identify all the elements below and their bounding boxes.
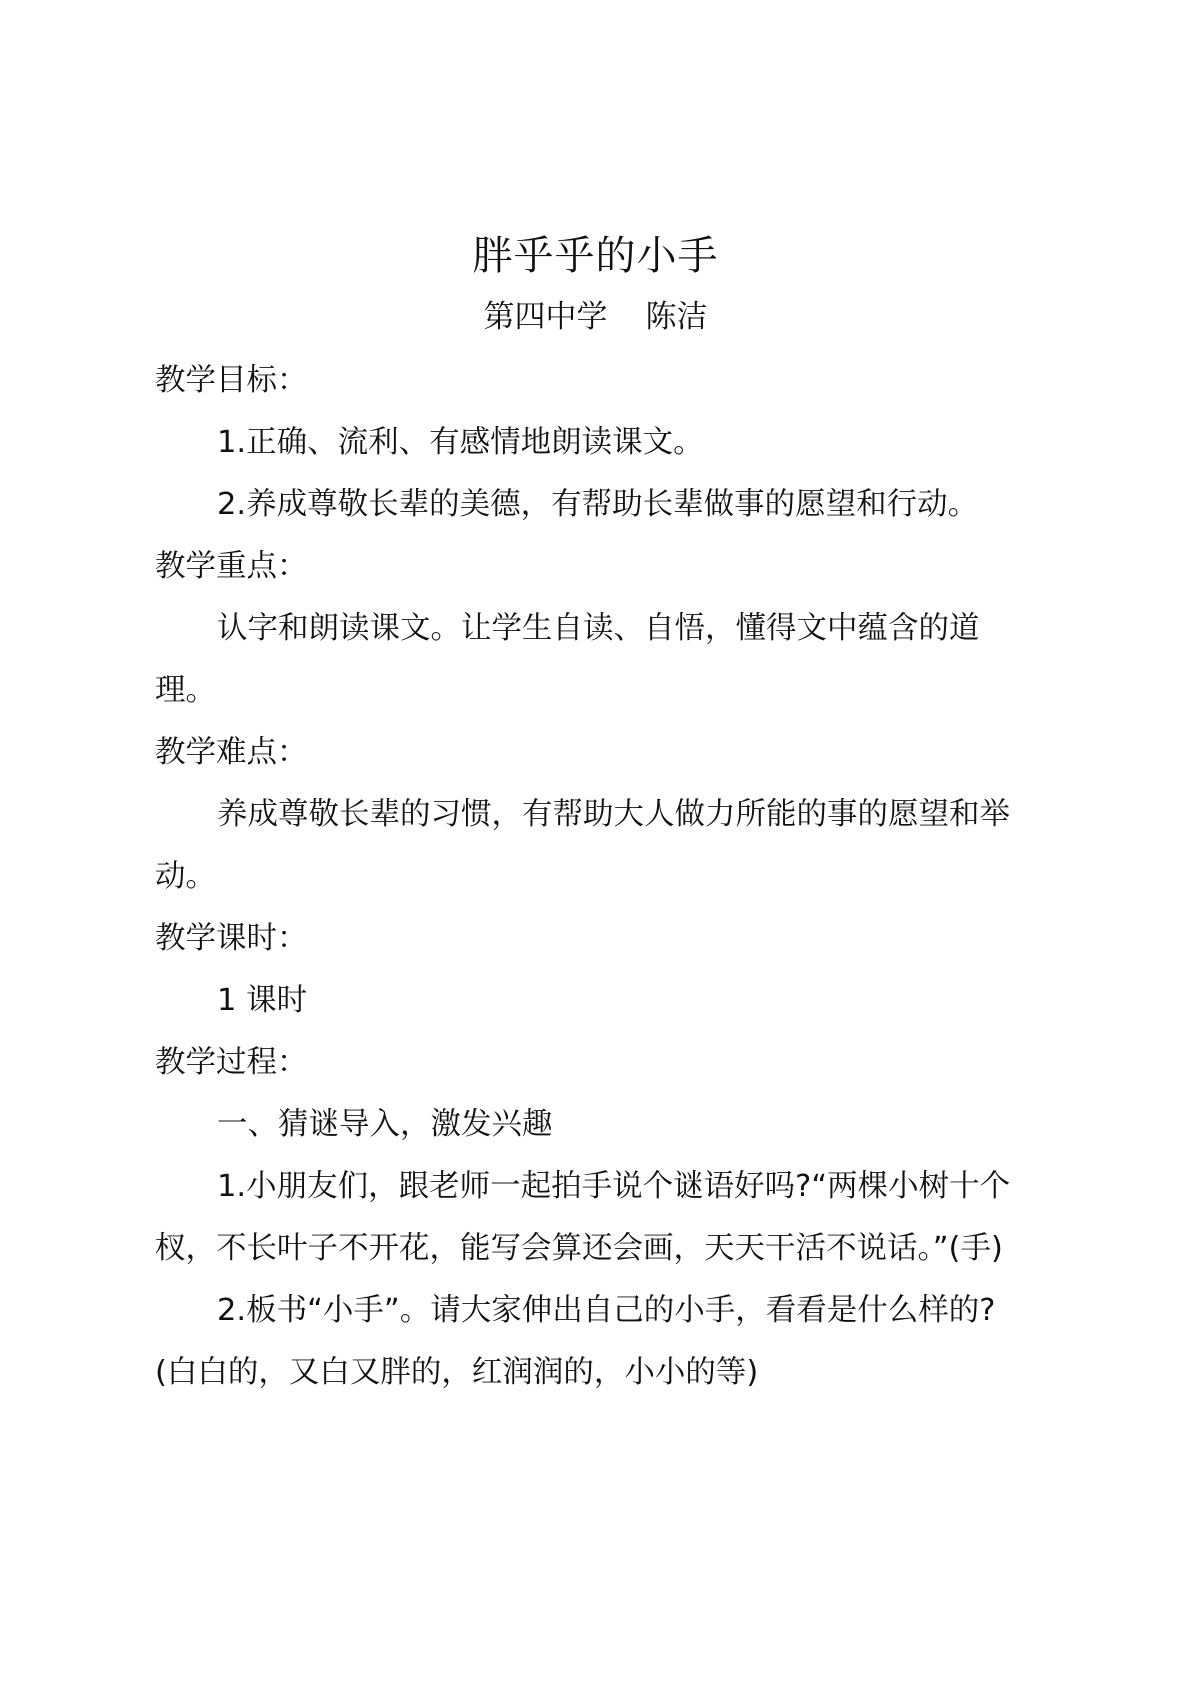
process-step-title: 一、猜谜导入，激发兴趣 xyxy=(217,1107,553,1142)
objective-item: 2.养成尊敬长辈的美德，有帮助长辈做事的愿望和行动。 xyxy=(217,487,979,522)
section-heading-hours: 教学课时： xyxy=(155,921,308,956)
key-points-paragraph: 认字和朗读课文。让学生自读、自悟，懂得文中蕴含的道理。 xyxy=(155,611,980,708)
author-name: 陈洁 xyxy=(645,299,708,335)
difficulties-paragraph: 养成尊敬长辈的习惯，有帮助大人做力所能的事的愿望和举动。 xyxy=(155,797,1010,894)
process-paragraph: 1.小朋友们，跟老师一起拍手说个谜语好吗?“两棵小树十个杈，不长叶子不开花，能写会算还会画，天天干活不说话。”(手) xyxy=(155,1169,1011,1266)
section-heading-objectives: 教学目标： xyxy=(155,363,308,398)
objective-item: 1.正确、流利、有感情地朗读课文。 xyxy=(217,425,704,460)
hours-paragraph: 1 课时 xyxy=(217,983,308,1018)
author-line xyxy=(0,295,1191,339)
section-heading-process: 教学过程： xyxy=(155,1045,308,1080)
school-name: 第四中学 xyxy=(483,299,608,335)
process-paragraph: 2.板书“小手”。请大家伸出自己的小手，看看是什么样的?(白白的，又白又胖的，红润润的，小小的等) xyxy=(155,1293,996,1390)
section-heading-key-points: 教学重点： xyxy=(155,549,308,584)
document-body xyxy=(155,350,1035,1404)
section-heading-difficulties: 教学难点： xyxy=(155,735,308,770)
document-title: 胖乎乎的小手 xyxy=(472,233,719,279)
